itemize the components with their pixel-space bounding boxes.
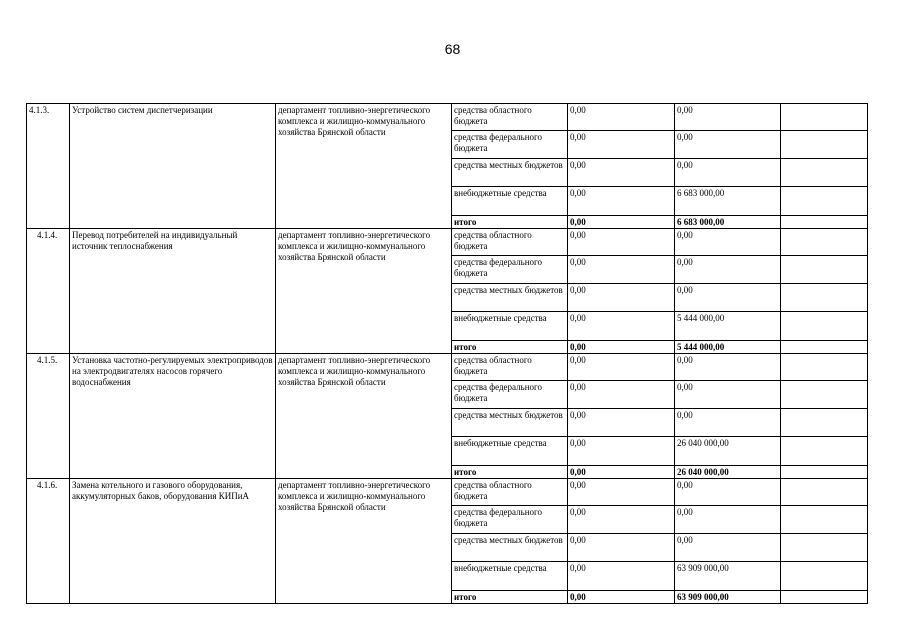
funding-source: итого <box>452 466 568 479</box>
value-cell: 6 683 000,00 <box>675 216 781 229</box>
funding-source: внебюджетные средства <box>452 437 568 466</box>
value-cell: 5 444 000,00 <box>675 312 781 341</box>
value-cell: 0,00 <box>568 479 675 506</box>
value-cell <box>781 562 868 591</box>
funding-row <box>27 229 868 256</box>
value-cell: 26 040 000,00 <box>675 466 781 479</box>
value-cell <box>781 229 868 256</box>
value-cell: 6 683 000,00 <box>675 187 781 216</box>
value-cell: 0,00 <box>675 104 781 131</box>
funding-row <box>27 104 868 131</box>
value-cell: 63 909 000,00 <box>675 591 781 604</box>
value-cell: 0,00 <box>675 159 781 187</box>
value-cell: 0,00 <box>568 562 675 591</box>
page-number: 68 <box>444 41 461 57</box>
value-cell <box>781 284 868 312</box>
value-cell: 0,00 <box>675 256 781 284</box>
value-cell: 0,00 <box>568 534 675 562</box>
item-number: 4.1.5. <box>27 354 70 479</box>
value-cell <box>781 534 868 562</box>
funding-row <box>27 479 868 506</box>
value-cell <box>781 187 868 216</box>
item-executor: департамент топливно-энергетического комплекса и жилищно-коммунального хозяйства Брянской области <box>276 229 452 354</box>
value-cell: 0,00 <box>568 216 675 229</box>
value-cell: 0,00 <box>675 534 781 562</box>
value-cell <box>781 131 868 159</box>
value-cell: 0,00 <box>568 229 675 256</box>
funding-source: средства местных бюджетов <box>452 534 568 562</box>
funding-source: средства местных бюджетов <box>452 284 568 312</box>
value-cell <box>781 256 868 284</box>
value-cell <box>781 506 868 534</box>
funding-source: внебюджетные средства <box>452 562 568 591</box>
funding-source: средства федерального бюджета <box>452 381 568 409</box>
item-executor: департамент топливно-энергетического комплекса и жилищно-коммунального хозяйства Брянской области <box>276 479 452 604</box>
value-cell <box>781 479 868 506</box>
value-cell <box>781 466 868 479</box>
value-cell: 0,00 <box>568 381 675 409</box>
value-cell <box>781 354 868 381</box>
value-cell: 0,00 <box>568 409 675 437</box>
value-cell: 0,00 <box>568 159 675 187</box>
funding-source: средства областного бюджета <box>452 479 568 506</box>
value-cell: 0,00 <box>675 284 781 312</box>
funding-source: итого <box>452 216 568 229</box>
value-cell: 0,00 <box>568 341 675 354</box>
funding-row <box>27 354 868 381</box>
value-cell <box>781 381 868 409</box>
value-cell: 0,00 <box>675 131 781 159</box>
budget-table <box>26 103 868 604</box>
value-cell: 0,00 <box>568 284 675 312</box>
item-name: Установка частотно-регулируемых электроприводов на электродвигателях насосов горячего водоснабжения <box>70 354 276 479</box>
item-executor: департамент топливно-энергетического комплекса и жилищно-коммунального хозяйства Брянской области <box>276 354 452 479</box>
funding-source: средства федерального бюджета <box>452 256 568 284</box>
item-number: 4.1.6. <box>27 479 70 604</box>
funding-source: внебюджетные средства <box>452 187 568 216</box>
value-cell: 0,00 <box>568 256 675 284</box>
value-cell: 0,00 <box>568 591 675 604</box>
funding-source: внебюджетные средства <box>452 312 568 341</box>
item-name: Замена котельного и газового оборудования, аккумуляторных баков, оборудования КИПиА <box>70 479 276 604</box>
value-cell <box>781 216 868 229</box>
value-cell: 0,00 <box>568 506 675 534</box>
value-cell: 63 909 000,00 <box>675 562 781 591</box>
funding-source: итого <box>452 341 568 354</box>
value-cell: 0,00 <box>568 312 675 341</box>
funding-source: итого <box>452 591 568 604</box>
value-cell: 0,00 <box>568 104 675 131</box>
value-cell: 0,00 <box>675 229 781 256</box>
value-cell: 0,00 <box>675 409 781 437</box>
funding-source: средства местных бюджетов <box>452 409 568 437</box>
value-cell: 0,00 <box>568 466 675 479</box>
value-cell: 0,00 <box>675 381 781 409</box>
funding-source: средства областного бюджета <box>452 104 568 131</box>
value-cell <box>781 409 868 437</box>
value-cell <box>781 159 868 187</box>
value-cell: 26 040 000,00 <box>675 437 781 466</box>
item-name: Устройство систем диспетчеризации <box>70 104 276 229</box>
value-cell: 0,00 <box>675 506 781 534</box>
item-number: 4.1.4. <box>27 229 70 354</box>
value-cell: 0,00 <box>568 187 675 216</box>
value-cell: 5 444 000,00 <box>675 341 781 354</box>
value-cell <box>781 437 868 466</box>
value-cell <box>781 341 868 354</box>
funding-source: средства местных бюджетов <box>452 159 568 187</box>
value-cell: 0,00 <box>568 437 675 466</box>
funding-source: средства федерального бюджета <box>452 506 568 534</box>
value-cell <box>781 312 868 341</box>
table-body <box>27 104 868 604</box>
value-cell: 0,00 <box>675 479 781 506</box>
value-cell: 0,00 <box>568 354 675 381</box>
value-cell <box>781 104 868 131</box>
value-cell: 0,00 <box>568 131 675 159</box>
item-number: 4.1.3. <box>27 104 70 229</box>
funding-source: средства областного бюджета <box>452 229 568 256</box>
item-name: Перевод потребителей на индивидуальный источник теплоснабжения <box>70 229 276 354</box>
funding-source: средства федерального бюджета <box>452 131 568 159</box>
item-executor: департамент топливно-энергетического комплекса и жилищно-коммунального хозяйства Брянской области <box>276 104 452 229</box>
value-cell: 0,00 <box>675 354 781 381</box>
funding-source: средства областного бюджета <box>452 354 568 381</box>
value-cell <box>781 591 868 604</box>
